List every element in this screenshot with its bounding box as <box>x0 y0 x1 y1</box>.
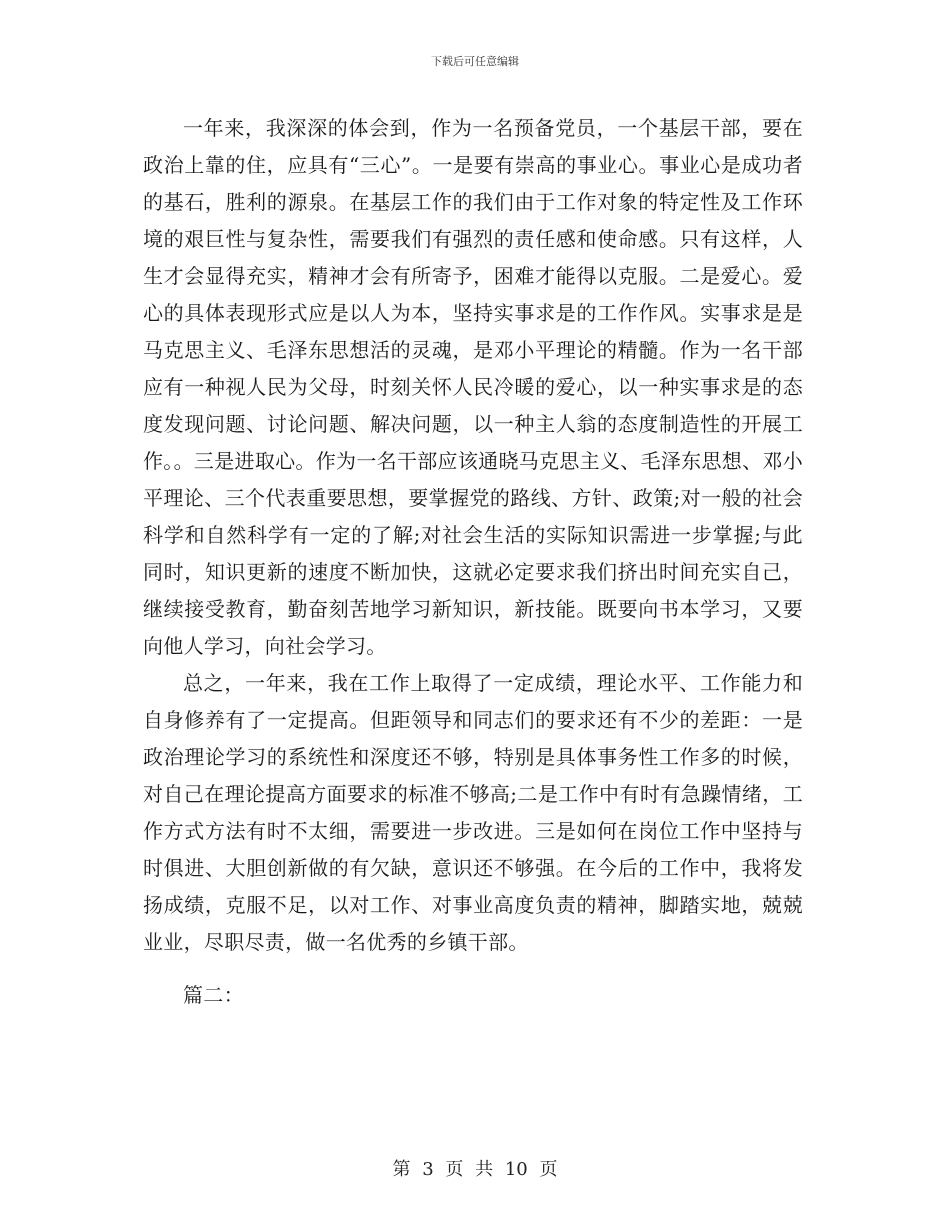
paragraph-2: 总之，一年来，我在工作上取得了一定成绩，理论水平、工作能力和自身修养有了一定提高。但距领导和同志们的要求还有不少的差距：一是政治理论学习的系统性和深度还不够，特别是具体事务性工作多的时候，对自己在理论提高方面要求的标准不够高;二是工作中有时有急躁情绪，工作方式方法有时不太细，需要进一步改进。三是如何在岗位工作中坚持与时俱进、大胆创新做的有欠缺，意识还不够强。在今后的工作中，我将发扬成绩，克服不足，以对工作、对事业高度负责的精神，脚踏实地，兢兢业业，尽职尽责，做一名优秀的乡镇干部。 <box>143 671 803 954</box>
document-body <box>143 110 803 1014</box>
page-number-footer: 第 3 页 共 10 页 <box>392 1159 558 1180</box>
paragraph-1: 一年来，我深深的体会到，作为一名预备党员，一个基层干部，要在政治上靠的住，应具有“三心”。一是要有崇高的事业心。事业心是成功者的基石，胜利的源泉。在基层工作的我们由于工作对象的特定性及工作环境的艰巨性与复杂性，需要我们有强烈的责任感和使命感。只有这样，人生才会显得充实，精神才会有所寄予，困难才能得以克服。二是爱心。爱心的具体表现形式应是以人为本，坚持实事求是的工作作风。实事求是是马克思主义、毛泽东思想活的灵魂，是邓小平理论的精髓。作为一名干部应有一种视人民为父母，时刻关怀人民冷暖的爱心，以一种实事求是的态度发现问题、讨论问题、解决问题，以一种主人翁的态度制造性的开展工作。。三是进取心。作为一名干部应该通晓马克思主义、毛泽东思想、邓小平理论、三个代表重要思想，要掌握党的路线、方针、政策;对一般的社会科学和自然科学有一定的了解;对社会生活的实际知识需进一步掌握;与此同时，知识更新的速度不断加快，这就必定要求我们挤出时间充实自己，继续接受教育，勤奋刻苦地学习新知识，新技能。既要向书本学习，又要向他人学习，向社会学习。 <box>143 116 803 658</box>
page-header: 下载后可任意编辑 <box>431 55 519 68</box>
paragraph-3: 篇二： <box>183 983 244 1007</box>
